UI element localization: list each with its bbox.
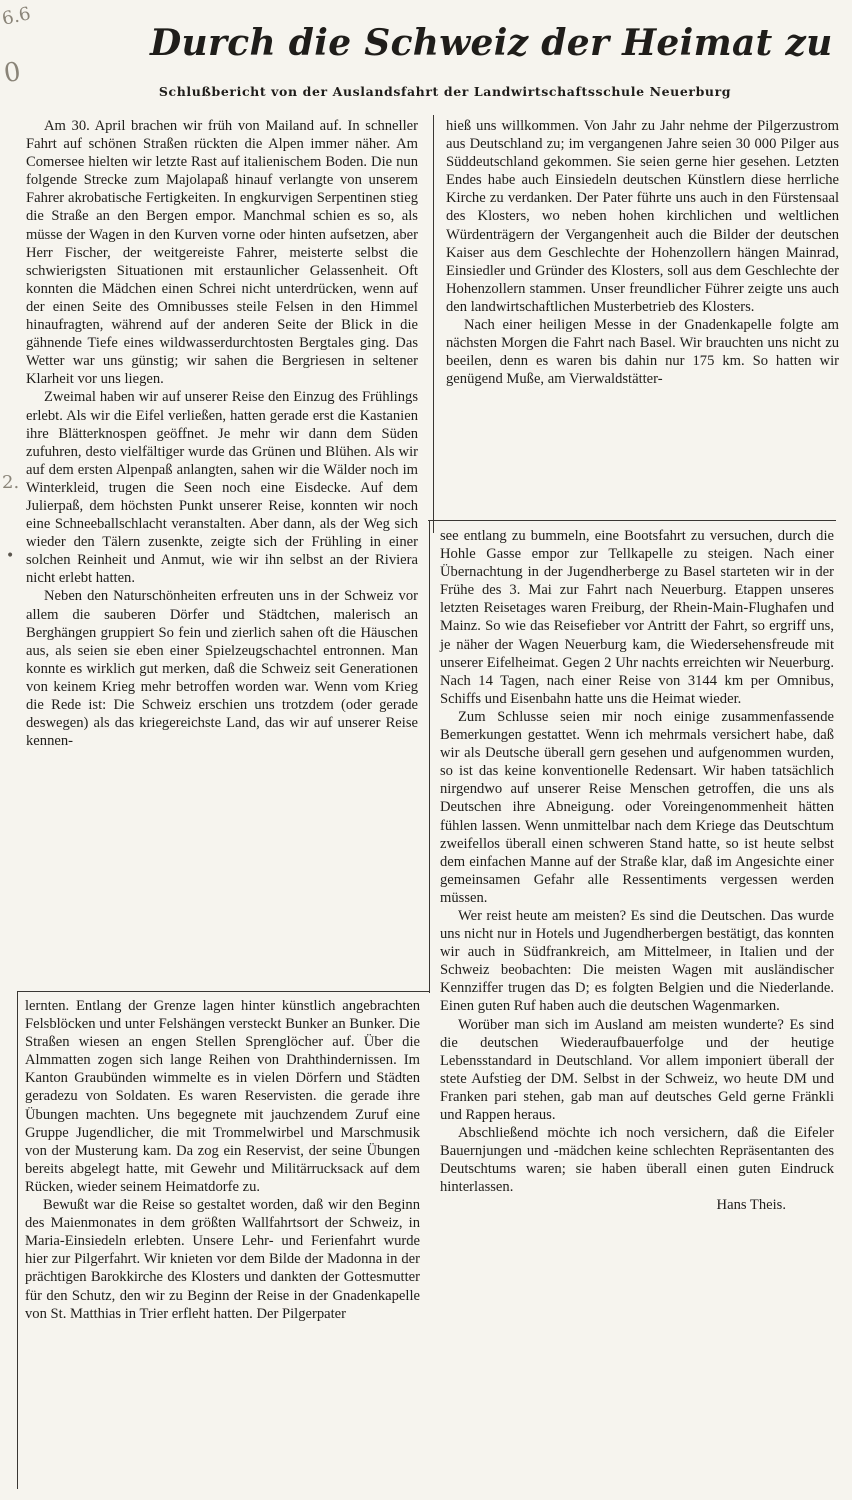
paragraph: Bewußt war die Reise so gestaltet worden, daß wir den Beginn des Maienmonates in dem größten Wallfahrtsort der Schweiz, in Maria-Einsiedeln erlebten. Unsere Lehr- und Ferienfahrt wurde hier zur Pilgerfahrt. Wir knieten vor dem Bilde der Madonna in der prächtigen Barokkirche des Klosters und dankten der Gottesmutter für den Schutz, den wir zu Beginn der Reise in der Gnadenkapelle von St. Matthias in Trier erfleht hatten. Der Pilgerpater (25, 1197, 420, 1322)
paragraph: Zum Schlusse seien mir noch einige zusammenfassende Bemerkungen gestattet. Wenn ich mehrmals versichert habe, daß wir als Deutsche überall gern gesehen und aufgenommen wurden, so ist das keine konventionelle Redensart. Wir haben tatsächlich nirgendwo auf unserer Reise Menschen getroffen, die uns als Deutschen ihre Abneigung. oder Voreingenommenheit hätten fühlen lassen. Wenn unmittelbar nach dem Kriege das Deutschtum zweifellos überall einen schweren Stand hatte, so ist heute selbst dem einfachen Manne auf der Straße klar, daß im Angesichte einer gemeinsamen Gefahr alle Ressentiments vergessen werden müssen. (440, 708, 834, 906)
paragraph: Neben den Naturschönheiten erfreuten uns in der Schweiz vor allem die sauberen Dörfer und Städtchen, malerisch an Berghängen gruppiert So fein und zierlich sahen oft die Häuschen aus, als seien sie eben einer Spielzeugschachtel entronnen. Man konnte es wirklich gut merken, daß die Schweiz seit Generationen von keinem Krieg mehr betroffen worden war. Wenn vom Krieg die Rede ist: Die Schweiz erschien uns trotzdem (oder gerade deswegen) als das kriegereichste Land, das wir auf unserer Reise kennen- (26, 588, 418, 750)
author-signature: Hans Theis. (716, 1197, 786, 1214)
paragraph: Wer reist heute am meisten? Es sind die Deutschen. Das wurde uns nicht nur in Hotels und Jugendherbergen bestätigt, das konnten wir auch in Südfrankreich, am Mittelmeer, in Italien und der Schweiz beobachten: Die meisten Wagen mit ausländischer Kennziffer trugen das D; es folgten Belgien und die Niederlande. Einen guten Ruf haben auch die deutschen Wagenmarken. (440, 907, 834, 1015)
paragraph: lernten. Entlang der Grenze lagen hinter künstlich angebrachten Felsblöcken und unter Felshängen versteckt Bunker an Bunker. Die Straßen wiesen an engen Stellen Sprenglöcher auf. Über die Almmatten zogen sich lange Reihen von Drahthindernissen. Im Kanton Graubünden wimmelte es in vielen Dörfern und Städten geradezu von Soldaten. Es waren Reservisten. die gerade ihre Übungen machten. Uns begegnete mit jauchzendem Zuruf eine Gruppe Jugendlicher, die mit Trommelwirbel und Marschmusik von der Musterung kam. Da zog ein Reservist, der seine Übungen bereits abgelegt hatte, mit Gewehr und Militärrucksack auf dem Rücken, wieder seinem Heimatdorfe zu. (25, 998, 420, 1195)
article-subtitle: Schlußbericht von der Auslandsfahrt der Landwirtschaftsschule Neuerburg (158, 84, 732, 99)
margin-note-dot: • (6, 548, 15, 564)
column-rule (433, 115, 434, 533)
column-rule (428, 520, 836, 521)
paragraph: Zweimal haben wir auf unserer Reise den Einzug des Frühlings erlebt. Als wir die Eifel verließen, hatten gerade erst die Kastanien ihre Blätterknospen geöffnet. Je mehr wir dann dem Süden zufuhren, desto vielfältiger wurde das Grünen und Blühen. Als wir auf dem ersten Alpenpaß anlangten, sahen wir die Wälder noch im Winterkleid, trugen die Seen noch eine Eisdecke. Auf dem Julierpaß, dem höchsten Punkt unserer Reise, konnten wir noch eine Schneeballschlacht veranstalten. Aber dann, als der Weg sich wieder den Tälern zusenkte, zeigte sich der Frühling in einer solchen Reinheit und Anmut, wie wir ihn selbst an der Riviera nicht erlebt hatten. (26, 389, 418, 587)
text-column-1 (26, 117, 418, 750)
column-rule (17, 991, 18, 1489)
article-title: Durch die Schweiz der Heimat zu (150, 22, 833, 64)
paragraph: Abschließend möchte ich noch versichern, daß die Eifeler Bauernjungen und -mädchen keine schlechten Repräsentanten des Deutschtums waren; sie haben überall einen guten Eindruck hinterlassen. (440, 1125, 834, 1196)
paragraph: Am 30. April brachen wir früh von Mailand auf. In schneller Fahrt auf schönen Straßen rückten die Alpen immer näher. Am Comersee hielten wir letzte Rast auf italienischem Boden. Die nun folgende Strecke zum Majolapaß hinauf verlangte von unserem Fahrer akrobatische Fertigkeiten. In engkurvigen Serpentinen stieg die Straße an den Bergen empor. Manchmal schien es so, als müsse der Wagen in den Kurven vorne oder hinten aufsetzen, aber Herr Fischer, der weitgereiste Fahrer, meisterte selbst die schwierigsten Situationen mit erstaunlicher Gelassenheit. Oft konnten die Mädchen einen Schrei nicht unterdrücken, wenn auf der einen Seite des Omnibusses steile Felsen in den Himmel hinaufragten, während auf der anderen Seite der Blick in die gähnende Tiefe eines wildwasserdurchtosten Bergtales ging. Das Wetter war uns günstig; wir sahen die Bergriesen in seltener Klarheit vor uns liegen. (26, 118, 418, 388)
paragraph: Worüber man sich im Ausland am meisten wunderte? Es sind die deutschen Wiederaufbauerfolge und der heutige Lebensstandard in Deutschland. Vor allem imponiert überall der stete Aufstieg der DM. Selbst in der Schweiz, wo heute DM und Franken pari stehen, gab man auf deutsches Geld gerne Fränkli und Rappen heraus. (440, 1016, 834, 1123)
margin-note-top: 6.6 (0, 3, 33, 30)
column-rule (17, 991, 430, 992)
text-column-4 (440, 527, 834, 1215)
paragraph: see entlang zu bummeln, eine Bootsfahrt zu versuchen, durch die Hohle Gasse empor zur Tellkapelle zu steigen. Nach einer Übernachtung in der Jugendherberge zu Basel starteten wir in der Frühe des 3. Mai zur Fahrt nach Neuerburg. Etappen unseres letzten Reisetages waren Freiburg, der Rhein-Main-Flughafen und Mainz. So wie das Reisefieber vor Antritt der Fahrt, so ergriff uns, je näher der Wagen Neuerburg kam, die Wiedersehensfreude mit unserer Eifelheimat. Gegen 2 Uhr nachts erreichten wir Neuerburg. Nach 14 Tagen, nach einer Reise von 3144 km per Omnibus, Schiffs und Eisenbahn hatte uns die Heimat wieder. (440, 528, 834, 707)
margin-note-scrawl: 0 (1, 56, 23, 90)
margin-note-mid: 2. (2, 472, 20, 493)
column-rule (429, 521, 430, 993)
paragraph: Nach einer heiligen Messe in der Gnadenkapelle folgte am nächsten Morgen die Fahrt nach Basel. Wir brauchten uns nicht zu beeilen, denn es waren bis dahin nur 175 km. So hatten wir genügend Muße, am Vierwaldstätter- (446, 317, 839, 388)
text-column-3 (446, 117, 839, 388)
paragraph: hieß uns willkommen. Von Jahr zu Jahr nehme der Pilgerzustrom aus Deutschland zu; im vergangenen Jahre seien 30 000 Pilger aus Süddeutschland gekommen. Sie seien gerne hier gesehen. Letzten Endes habe auch Einsiedeln deutschen Künstlern diese herrliche Kirche zu verdanken. Der Pater führte uns auch in den Fürstensaal des Klosters, wo neben hohen kirchlichen und weltlichen Würdenträgern der Vergangenheit auch die Bilder der deutschen Kaiser aus dem Geschlechte der Hohenzollern hängen Mainrad, Einsiedler und Gründer des Klosters, soll aus dem Geschlechte der Hohenzollern stammen. Unser freundlicher Führer zeigte uns auch den landwirtschaftlichen Musterbetrieb des Klosters. (446, 118, 839, 315)
text-column-2 (25, 997, 420, 1323)
